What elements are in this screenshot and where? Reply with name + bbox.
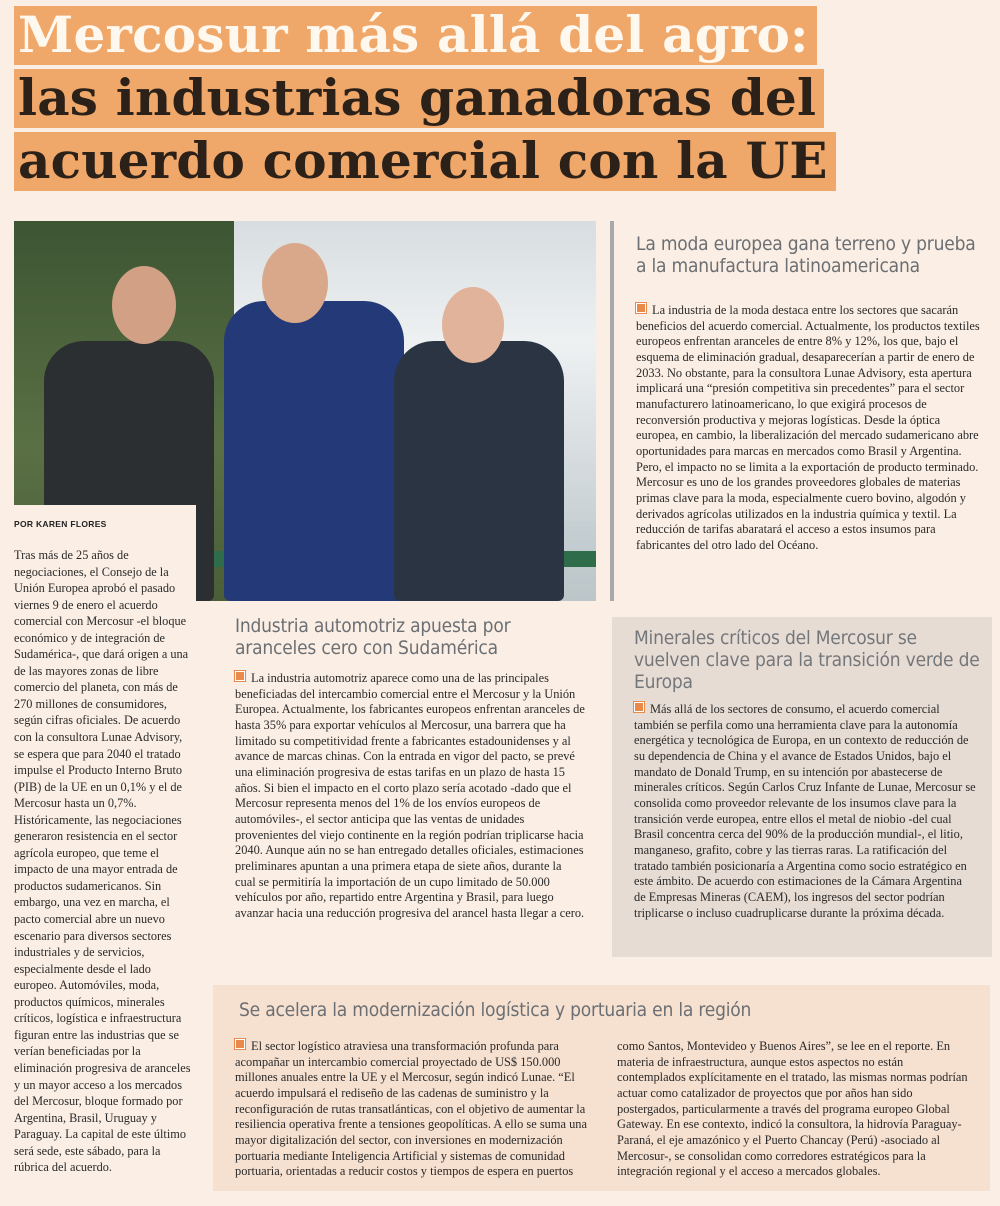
section-logistica-title: Se acelera la modernización logística y portuaria en la región xyxy=(239,999,752,1021)
section-auto-body xyxy=(235,671,585,922)
section-logistica-col2: como Santos, Montevideo y Buenos Aires”, se lee en el reporte. En materia de infraestructura, aunque estos aspectos no están contemplados explícitamente en el tratado, las mismas normas podrían actuar como catalizador de proyectos que por años han sido postergados, particularmente a través del programa europeo Global Gateway. En ese contexto, indicó la consultora, la hidrovía Paraguay-Paraná, el eje amazónico y el Puerto Chancay (Perú) -asociado al Mercosur-, se consolidan como corredores estratégicos para la integración regional y el acceso a mercados globales. xyxy=(617,1039,968,1179)
section-auto xyxy=(213,603,605,963)
square-bullet-icon xyxy=(636,303,646,313)
square-bullet-icon xyxy=(235,671,245,681)
section-minerales-text: Más allá de los sectores de consumo, el acuerdo comercial también se perfila como una herramienta clave para la autonomía energética y tecnológica de Europa, en un contexto de reducción de su dependencia de China y el avance de Estados Unidos, bajo el mandato de Donald Trump, en su intención por abastecerse de minerales críticos. Según Carlos Cruz Infante de Lunae, Mercosur se consolida como proveedor relevante de los insumos clave para la transición verde europea, entre ellos el metal de niobio -del cual Brasil concentra cerca del 90% de la producción mundial-, el litio, manganeso, grafito, cobre y las tierras raras. La ratificación del tratado también posicionaría a Argentina como socio estratégico en este ámbito. De acuerdo con estimaciones de la Cámara Argentina de Empresas Mineras (CAEM), los ingresos del sector podrían triplicarse o incluso cuadruplicarse durante la próxima década. xyxy=(634,702,976,920)
section-logistica-text-1: El sector logístico atraviesa una transformación profunda para acompañar un intercambio comercial proyectado de US$ 150.000 millones anuales entre la UE y el Mercosur, según indicó Lunae. “El acuerdo impulsará el rediseño de las cadenas de suministro y la reconfiguración de rutas transatlánticas, con el objetivo de aumentar la resiliencia operativa frente a tensiones geopolíticas. A ello se suma una mayor digitalización del sector, con inversiones en modernización portuaria mediante Inteligencia Artificial y sistemas de comunidad portuaria, orientadas a reducir costos y tiempos de espera en puertos xyxy=(235,1039,587,1179)
headline-line-1: Mercosur más allá del agro: xyxy=(14,6,817,65)
person-center xyxy=(224,301,404,601)
intro-column xyxy=(0,505,196,1205)
byline: POR KAREN FLORES xyxy=(14,519,107,529)
section-minerales xyxy=(612,617,992,957)
section-moda-title: La moda europea gana terreno y prueba a la manufactura latinoamericana xyxy=(636,233,976,277)
section-moda xyxy=(610,221,1000,601)
headline-line-2: las industrias ganadoras del xyxy=(14,69,824,128)
section-auto-text: La industria automotriz aparece como una de las principales beneficiadas del intercambio comercial entre el Mercosur y la Unión Europea. Actualmente, los fabricantes europeos enfrentan aranceles de hasta 35% para exportar vehículos al Mercosur, una barrera que ha limitado su competitividad frente a fabricantes estadounidenses y al avance de marcas chinas. Con la entrada en vigor del pacto, se prevé una eliminación progresiva de estas tarifas en un plazo de hasta 15 años. Si bien el impacto en el corto plazo sería acotado -dado que el Mercosur representa menos del 1% de los envíos europeos de automóviles-, el sector anticipa que las ventas de unidades provenientes del viejo continente en la región podrían triplicarse hacia 2040. Aunque aún no se han entregado detalles oficiales, estimaciones preliminares apuntan a una primera etapa de siete años, durante la cual se permitiría la importación de un cupo limitado de 50.000 vehículos por año, repartido entre Argentina y Brasil, para luego avanzar hacia una reducción progresiva del arancel hasta llegar a cero. xyxy=(235,671,585,920)
head-right xyxy=(442,287,504,363)
head-left xyxy=(112,266,176,344)
square-bullet-icon xyxy=(235,1039,245,1049)
section-logistica xyxy=(213,985,990,1191)
head-center xyxy=(262,243,328,323)
section-moda-text: La industria de la moda destaca entre los sectores que sacarán beneficios del acuerdo comercial. Actualmente, los productos textiles europeos enfrentan aranceles de entre 8% y 12%, los que, bajo el esquema de eliminación gradual, desaparecerían a partir de enero de 2033. No obstante, para la consultora Lunae Advisory, esta apertura implicará una “presión competitiva sin precedentes” para el sector manufacturero latinoamericano, lo que exigirá procesos de reconversión productiva y mejoras logísticas. Desde la óptica europea, en cambio, la liberalización del mercado sudamericano abre oportunidades para marcas en mercados como Brasil y Argentina. Pero, el impacto no se limita a la exportación de producto terminado. Mercosur es uno de los grandes proveedores globales de materias primas clave para la moda, especialmente cuero bovino, algodón y derivados agrícolas utilizados en la industria química y textil. La reducción de tarifas abaratará el acceso a estos insumos para fabricantes del otro lado del Océano. xyxy=(636,303,980,552)
section-minerales-title: Minerales críticos del Mercosur se vuelven clave para la transición verde de Europa xyxy=(634,627,980,693)
section-minerales-body xyxy=(634,702,976,921)
section-moda-body xyxy=(636,303,984,554)
headline xyxy=(14,6,836,195)
section-logistica-col1 xyxy=(235,1039,591,1180)
section-auto-title: Industria automotriz apuesta por aranceles cero con Sudamérica xyxy=(235,615,511,659)
intro-text: Tras más de 25 años de negociaciones, el Consejo de la Unión Europea aprobó el pasado viernes 9 de enero el acuerdo comercial con Mercosur -el bloque económico y de integración de Sudamérica-, que dará origen a una de las mayores zonas de libre comercio del planeta, con más de 270 millones de consumidores, según cifras oficiales. De acuerdo con la consultora Lunae Advisory, se espera que para 2040 el tratado impulse el Producto Interno Bruto (PIB) de la UE en un 0,1% y el de Mercosur hasta un 0,7%. Históricamente, las negociaciones generaron resistencia en el sector agrícola europeo, que teme el impacto de una mayor entrada de productos sudamericanos. Sin embargo, una vez en marcha, el pacto comercial abre un nuevo escenario para diversos sectores industriales y de servicios, especialmente desde el lado europeo. Automóviles, moda, productos químicos, minerales críticos, logística e infraestructura figuran entre las industrias que se verían beneficiadas por la eliminación progresiva de aranceles y un mayor acceso a los mercados del Mercosur, bloque formado por Argentina, Brasil, Uruguay y Paraguay. La capital de este último será sede, este sábado, para la rúbrica del acuerdo. xyxy=(14,548,191,1175)
square-bullet-icon xyxy=(634,702,644,712)
headline-line-3: acuerdo comercial con la UE xyxy=(14,132,836,191)
person-right xyxy=(394,341,564,601)
